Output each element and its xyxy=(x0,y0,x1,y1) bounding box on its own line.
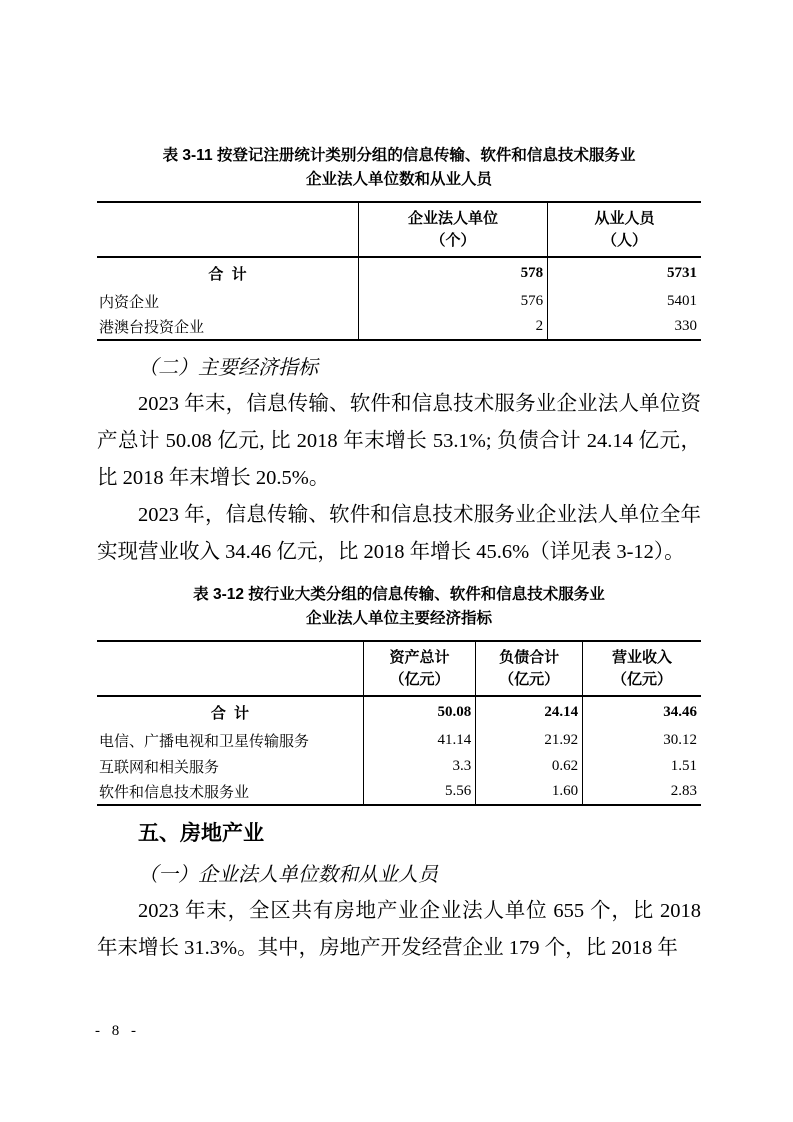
row-label: 互联网和相关服务 xyxy=(99,759,220,776)
row-label: 合 计 xyxy=(208,265,249,283)
table-row xyxy=(97,288,701,314)
table-3-12-header xyxy=(97,641,701,696)
table-row xyxy=(97,727,701,753)
table-3-12 xyxy=(97,640,701,806)
paragraph-revenue: 2023 年，信息传输、软件和信息技术服务业企业法人单位全年实现营业收入 34.46 亿元，比 2018 年增长 45.6%（详见表 3-12）。 xyxy=(97,504,701,563)
cell-value: 30.12 xyxy=(583,727,701,753)
column-header-text: 资产总计 xyxy=(389,648,450,666)
column-header-text: 从业人员 xyxy=(594,209,655,227)
table-3-12-title-line1: 表 3-12 按行业大类分组的信息传输、软件和信息技术服务业 xyxy=(193,586,605,603)
cell-value: 5731 xyxy=(548,257,701,288)
cell-value: 2 xyxy=(359,314,548,340)
column-header-text: 企业法人单位 xyxy=(408,209,499,227)
paragraph-assets-liabilities: 2023 年末，信息传输、软件和信息技术服务业企业法人单位资产总计 50.08 亿元, 比 2018 年末增长 53.1%; 负债合计 24.14 亿元，比 2018 年末增长 20.5%。 xyxy=(97,393,701,489)
column-header-unit: （个） xyxy=(430,231,476,249)
row-label: 合 计 xyxy=(210,704,252,722)
subsection-heading-units-employees: （一）企业法人单位数和从业人员 xyxy=(138,864,438,886)
row-label: 软件和信息技术服务业 xyxy=(99,785,250,801)
cell-value: 578 xyxy=(359,257,548,288)
table-3-12-body xyxy=(97,696,701,805)
empty-header-cell xyxy=(97,202,359,257)
page-number: - 8 - xyxy=(95,1023,140,1039)
section-heading-economic-indicators: （二）主要经济指标 xyxy=(138,357,318,379)
column-header-unit: （亿元） xyxy=(612,670,673,688)
column-header-text: 负债合计 xyxy=(499,648,560,666)
column-header-legal-units xyxy=(359,202,548,257)
cell-value: 5401 xyxy=(548,288,701,314)
empty-header-cell xyxy=(97,641,363,696)
cell-value: 21.92 xyxy=(476,727,583,753)
column-header-total-assets xyxy=(363,641,475,696)
row-label: 内资企业 xyxy=(99,294,160,311)
page-content xyxy=(97,0,701,967)
paragraph-real-estate: 2023 年末，全区共有房地产业企业法人单位 655 个，比 2018 年末增长 31.3%。其中，房地产开发经营企业 179 个，比 2018 年 xyxy=(97,900,701,959)
cell-value: 3.3 xyxy=(363,753,475,779)
row-label: 电信、广播电视和卫星传输服务 xyxy=(99,733,310,750)
cell-value: 41.14 xyxy=(363,727,475,753)
table-row xyxy=(97,753,701,779)
column-header-employees xyxy=(548,202,701,257)
column-header-unit: （亿元） xyxy=(389,670,450,688)
table-row xyxy=(97,779,701,805)
cell-value: 1.60 xyxy=(476,779,583,805)
cell-value: 24.14 xyxy=(476,696,583,727)
section-heading-real-estate: 五、房地产业 xyxy=(138,822,264,845)
table-3-11 xyxy=(97,201,701,341)
table-3-12-title-line2: 企业法人单位主要经济指标 xyxy=(305,610,492,627)
table-3-11-header xyxy=(97,202,701,257)
cell-value: 5.56 xyxy=(363,779,475,805)
table-3-11-body xyxy=(97,257,701,340)
table-row-total xyxy=(97,257,701,288)
table-row xyxy=(97,314,701,340)
cell-value: 50.08 xyxy=(363,696,475,727)
cell-value: 330 xyxy=(548,314,701,340)
column-header-total-liabilities xyxy=(476,641,583,696)
table-3-11-title-line1: 表 3-11 按登记注册统计类别分组的信息传输、软件和信息技术服务业 xyxy=(162,147,636,164)
table-header-row xyxy=(97,641,701,696)
table-header-row xyxy=(97,202,701,257)
cell-value: 2.83 xyxy=(583,779,701,805)
table-row-total xyxy=(97,696,701,727)
table-3-12-title xyxy=(97,583,701,631)
column-header-unit: （亿元） xyxy=(499,670,560,688)
table-3-11-title xyxy=(97,144,701,192)
cell-value: 1.51 xyxy=(583,753,701,779)
column-header-operating-revenue xyxy=(583,641,701,696)
column-header-text: 营业收入 xyxy=(612,648,673,666)
table-3-11-title-line2: 企业法人单位数和从业人员 xyxy=(305,171,492,188)
cell-value: 34.46 xyxy=(583,696,701,727)
column-header-unit: （人） xyxy=(602,231,648,249)
row-label: 港澳台投资企业 xyxy=(99,320,205,336)
cell-value: 0.62 xyxy=(476,753,583,779)
cell-value: 576 xyxy=(359,288,548,314)
